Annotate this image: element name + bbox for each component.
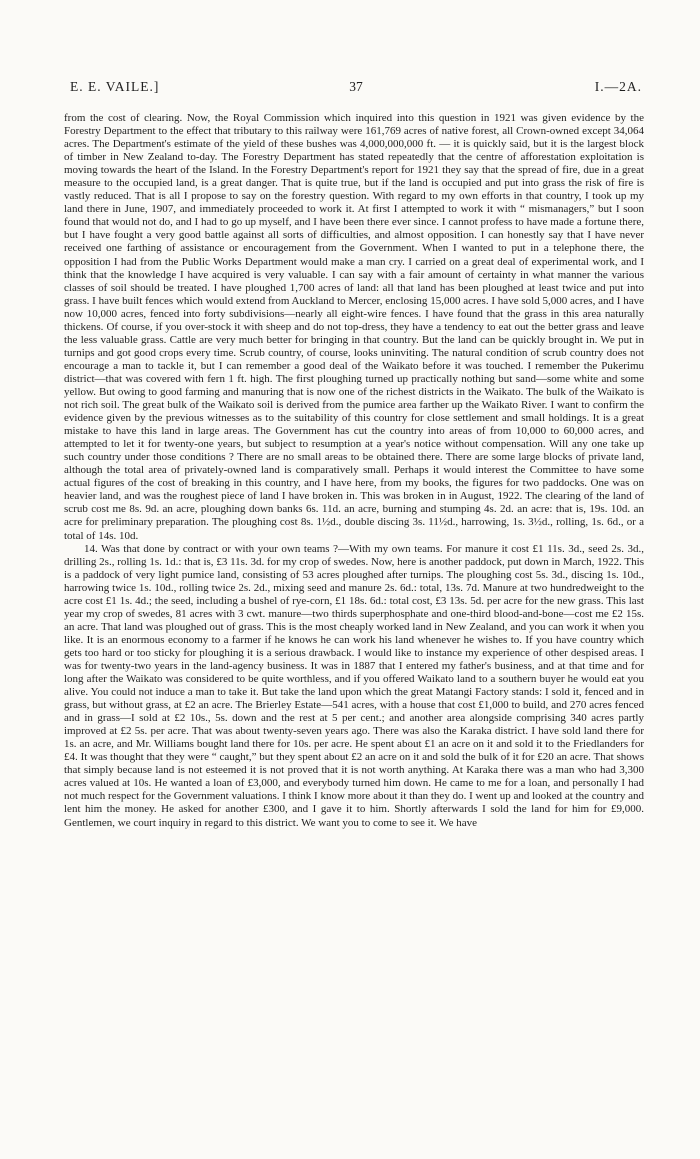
paragraph: from the cost of clearing. Now, the Royal Commission which inquired into this question in 1921 was given evidence by the Forestry Department to the effect that tributary to this railway were 161,769 acres of native forest, all Crown-owned except 34,064 acres. The Department's estimate of the yield of these bushes was 4,000,000,000 ft. — it is quickly said, but it is the largest block of timber in New Zealand to-day. The Forestry Department has stated repeatedly that the centre of afforestation exploitation is moving towards the heart of the Island. In the Forestry Department's report for 1921 they say that the spread of fire, due in a great measure to the occupied land, is a great danger. That is quite true, but if the land is occupied and put into grass the risk of fire is vastly reduced. That is all I propose to say on the forestry question. With regard to my own efforts in that country, I took up my land there in June, 1907, and immediately proceeded to work it. At first I attempted to work it with “ mismanagers,” but I soon found that would not do, and I had to go up myself, and I have been there ever since. I cannot profess to have made a fortune there, but I have fought a very good battle against all sorts of difficulties, and almost opposition. I can honestly say that I have never received one farthing of assistance or encouragement from the Government. When I wanted to put in a telephone there, the opposition I had from the Public Works Department would make a man cry. I carried on a great deal of experimental work, and I think that the knowledge I have acquired is very valuable. I can say with a fair amount of certainty in what manner the various classes of soil should be treated. I have ploughed 1,700 acres of land: all that land has been ploughed at least twice and put into grass. I have built fences which would extend from Auckland to Mercer, enclosing 15,000 acres. I have sold 5,000 acres, and I have now 10,000 acres, fenced into forty subdivisions—nearly all eight-wire fences. I have found that the grass in this area naturally thickens. Of course, if you over-stock it with sheep and do not top-dress, they have a tendency to eat out the better grass and leave the less valuable grass. Cattle are very much better for bringing in that country. But the land can be quickly brought in. We put in turnips and got good crops every time. Scrub country, of course, looks uninviting. The natural condition of scrub country does not encourage a man to tackle it, but I can remember a good deal of the Waikato before it was touched. I remember the Pukerimu district—that was covered with fern 1 ft. high. The first ploughing turned up practically nothing but sand—some white and some yellow. But owing to good farming and manuring that is now one of the richest districts in the Waikato. The bulk of the Waikato is not rich soil. The great bulk of the Waikato soil is derived from the pumice area farther up the Waikato River. I want to confirm the evidence given by the previous witnesses as to the suitability of this country for close settlement and small holdings. It is a great mistake to have this land in large areas. The Government has cut the country into areas of from 10,000 to 60,000 acres, and attempted to let it for twenty-one years, but subject to resumption at a year's notice without compensation. Will any one take up such country under those conditions ? There are no small areas to be obtained there. There are some large blocks of private land, although the total area of privately-owned land is comparatively small. Perhaps it would interest the Committee to have some actual figures of the cost of breaking in this country, and I have here, from my books, the figures for two paddocks. One was on heavier land, and was the roughest piece of land I have broken in. This was broken in in August, 1922. The clearing of the land of scrub cost me 8s. 9d. an acre, ploughing down banks 6s. 11d. an acre, burning and stumping 4s. 2d. an acre: that is, 19s. 10d. an acre for preliminary preparation. The ploughing cost 8s. 1½d., double discing 3s. 11½d., harrowing, 1s. 3½d., rolling, 1s. 6d., or a total of 14s. 10d. bbox=[64, 112, 644, 542]
body-text bbox=[64, 112, 644, 830]
running-header bbox=[70, 79, 642, 99]
paragraph-question-14: 14. Was that done by contract or with your own teams ?—With my own teams. For manure it cost £1 11s. 3d., seed 2s. 3d., drilling 2s., rolling 1s. 1d.: that is, £3 11s. 3d. for my crop of swedes. Now, here is another paddock, put down in March, 1922. This is a paddock of very light pumice land, consisting of 53 acres ploughed after turnips. The ploughing cost 5s. 3d., discing 1s. 10d., harrowing twice 1s. 10d., rolling twice 2s. 2d., mixing seed and manure 2s. 6d.: total, 13s. 7d. Manure at two hundredweight to the acre cost £1 1s. 4d.; the seed, including a bushel of rye-corn, £1 18s. 6d.: total cost, £3 13s. 5d. per acre for the new grass. This last year my crop of swedes, 81 acres with 3 cwt. manure—two thirds superphosphate and one-third blood-and-bone—cost me £2 15s. an acre. That land was ploughed out of grass. This is the most cheaply worked land in New Zealand, and you can work it when you like. It is an enormous economy to a farmer if he knows he can work his land whenever he wishes to. If you have country which gets too hard or too sticky for ploughing it is a serious drawback. I would like to instance my experience of other despised areas. I was for twenty-two years in the land-agency business. It was in 1887 that I entered my father's business, and at that time and for long after the Waikato was considered to be quite worthless, and if you offered Waikato land to a southern buyer he would eat you alive. You could not induce a man to take it. But take the land upon which the great Matangi Factory stands: I sold it, fenced and in grass, but without grass, at £2 an acre. The Brierley Estate—541 acres, with a house that cost £1,000 to build, and 270 acres fenced and in grass—I sold at £2 10s., 5s. down and the rest at 5 per cent.; and another area alongside comprising 340 acres partly improved at £2 5s. per acre. That was about twenty-seven years ago. There was also the Karaka district. I have sold land there for 1s. an acre, and Mr. Williams bought land there for 10s. per acre. He spent about £1 an acre on it and sold it to the Friedlanders for £4. It was thought that they were “ caught,” but they spent about £2 an acre on it and sold the bulk of it for £20 an acre. That shows that simply because land is not esteemed it is not proved that it is not worth anything. At Karaka there was a man who had 3,300 acres valued at 10s. He wanted a loan of £3,000, and everybody turned him down. He came to me for a loan, and personally I had not much respect for the Government valuations. I think I know more about it than they do. I went up and looked at the country and lent him the money. He asked for another £300, and I gave it to him. Shortly afterwards I sold the land for him for £9,000. Gentlemen, we court inquiry in regard to this district. We want you to come to see it. We have bbox=[64, 542, 644, 829]
header-author: E. E. VAILE.] bbox=[70, 79, 160, 94]
page-number: 37 bbox=[349, 79, 363, 94]
document-reference: I.—2A. bbox=[594, 79, 642, 94]
